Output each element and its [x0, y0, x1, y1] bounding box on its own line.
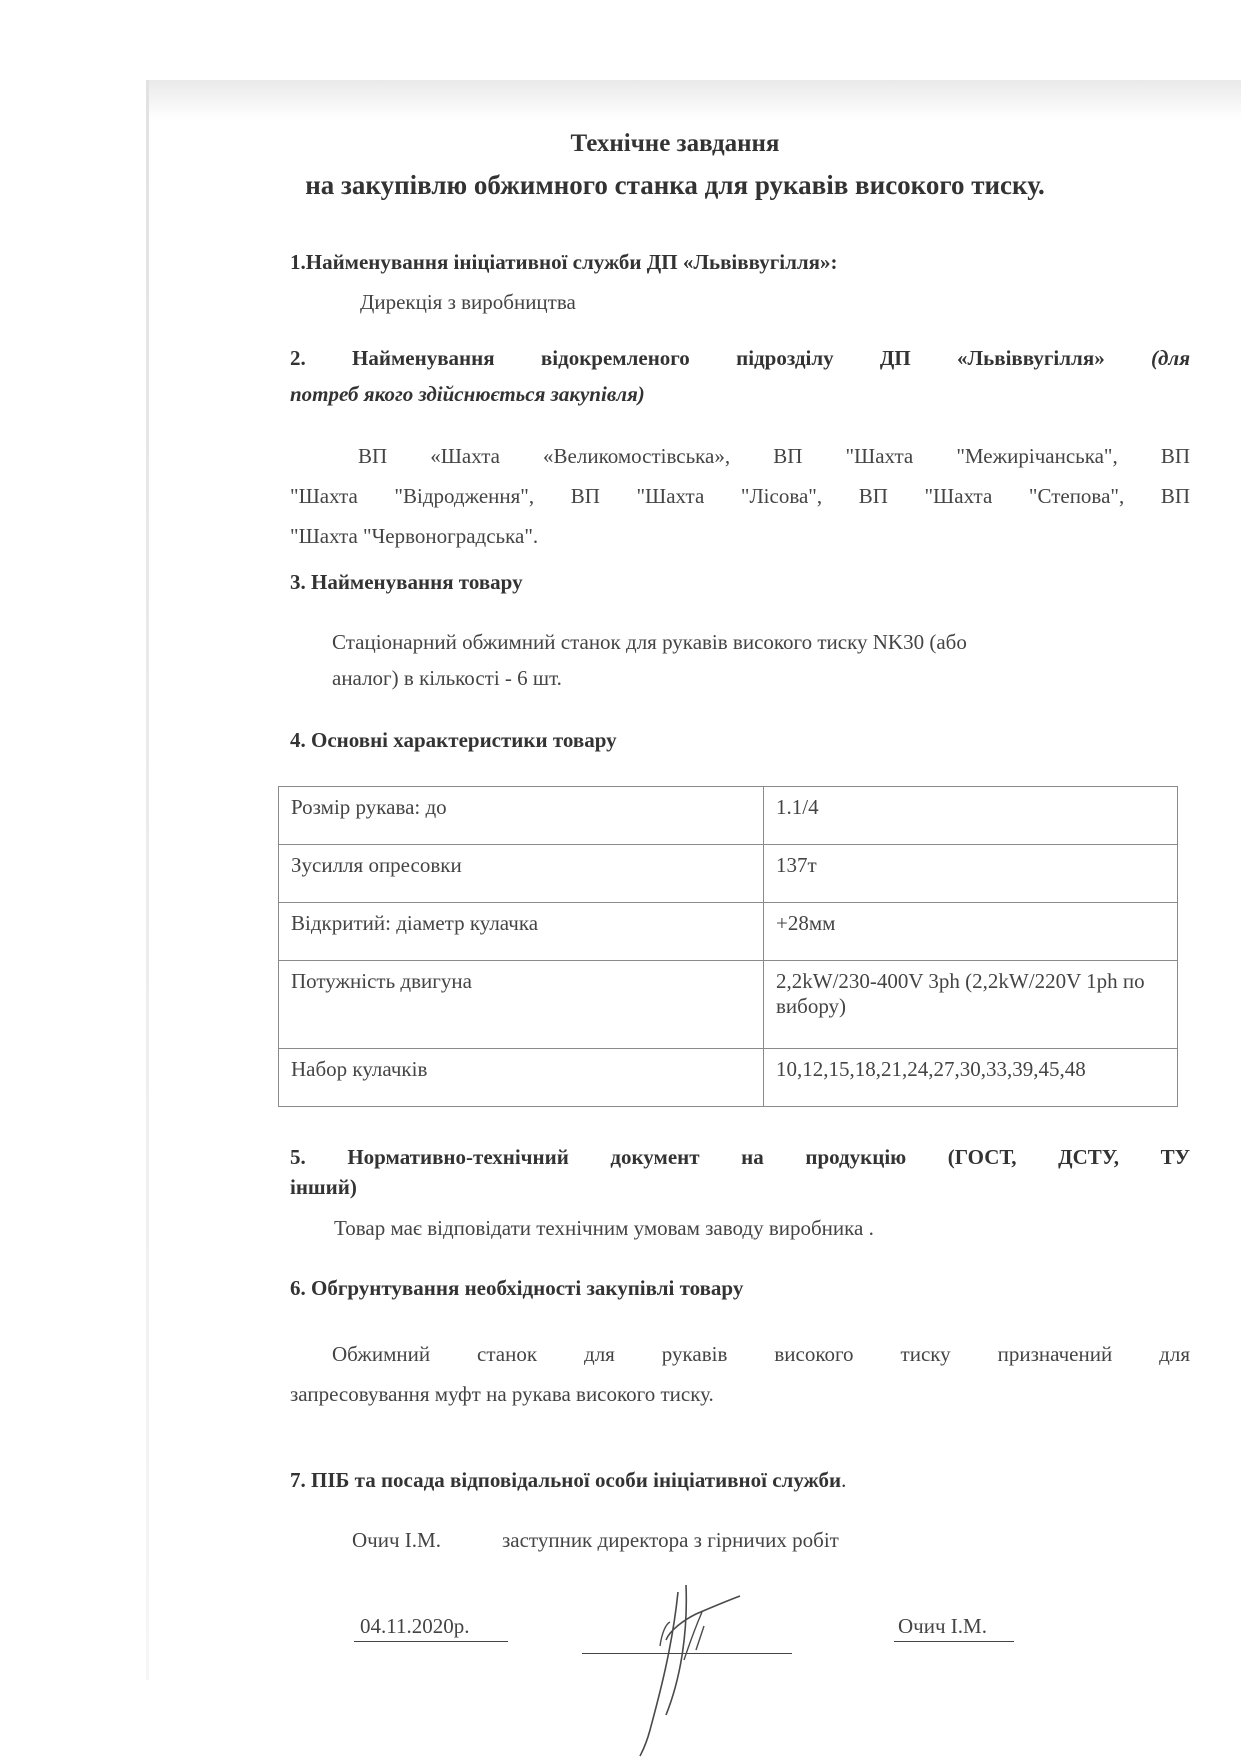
signature-date: 04.11.2020р.: [360, 1614, 470, 1638]
table-row: [279, 845, 1178, 903]
table-row: [279, 1049, 1178, 1107]
section-7-heading: [290, 1468, 846, 1493]
table-cell-value: +28мм: [764, 903, 1178, 961]
table-row: [279, 903, 1178, 961]
section-5-heading-line2: інший): [290, 1175, 357, 1199]
section-2-line1: ВП «Шахта «Великомостівська», ВП "Шахта "Межирічанська", ВП: [358, 444, 1190, 468]
section-2-heading-italic-1: (для: [1151, 346, 1191, 370]
section-5-heading: [290, 1142, 1190, 1202]
characteristics-table: [278, 786, 1178, 1107]
section-7-heading-text: 7. ПІБ та посада відповідальної особи ініціативної служби: [290, 1468, 842, 1492]
section-2-line3: "Шахта "Червоноградська".: [290, 524, 539, 548]
section-4-heading: 4. Основні характеристики товару: [290, 728, 617, 752]
table-cell-key: Відкритий: діаметр кулачка: [279, 903, 764, 961]
responsible-person-position: заступник директора з гірничих робіт: [502, 1528, 839, 1552]
date-underline: [354, 1641, 508, 1642]
handwritten-signature: [600, 1530, 840, 1760]
section-5-text: Товар має відповідати технічним умовам заводу виробника .: [334, 1216, 874, 1240]
signer-underline: [894, 1641, 1014, 1642]
table-cell-value: 137т: [764, 845, 1178, 903]
signer-name: Очич І.М.: [898, 1614, 987, 1638]
responsible-person-name: Очич І.М.: [352, 1528, 441, 1552]
table-cell-value: 10,12,15,18,21,24,27,30,33,39,45,48: [764, 1049, 1178, 1107]
section-6-text: [290, 1334, 1190, 1414]
section-2-heading-line1: [290, 340, 1190, 376]
section-6-heading: 6. Обгрунтування необхідності закупівлі товару: [290, 1276, 744, 1300]
table-cell-key: Потужність двигуна: [279, 961, 764, 1049]
section-2-text: [290, 436, 1190, 556]
section-1-heading: 1.Найменування ініціативної служби ДП «Львіввугілля»:: [290, 250, 838, 274]
section-3-text: [332, 624, 967, 696]
table-row: [279, 787, 1178, 845]
scan-edge: [146, 80, 149, 1680]
section-2-heading-bold: 2. Найменування відокремленого підрозділу ДП «Львіввугілля»: [290, 346, 1105, 370]
table-cell-key: Набор кулачків: [279, 1049, 764, 1107]
section-3-line1: Стаціонарний обжимний станок для рукавів високого тиску NK30 (або: [332, 630, 967, 654]
section-6-line1: Обжимний станок для рукавів високого тиску призначений для: [332, 1342, 1190, 1366]
table-cell-value: 1.1/4: [764, 787, 1178, 845]
section-7-heading-end: .: [841, 1468, 847, 1492]
section-1-text: Дирекція з виробництва: [360, 290, 576, 314]
section-3-line2: аналог) в кількості - 6 шт.: [332, 666, 562, 690]
table-cell-key: Зусилля опресовки: [279, 845, 764, 903]
section-2-heading-italic-2: потреб якого здійснюється закупівля): [290, 382, 645, 406]
scan-shadow: [148, 80, 1241, 120]
section-2-line2: "Шахта "Відродження", ВП "Шахта "Лісова", ВП "Шахта "Степова", ВП: [290, 484, 1190, 508]
table-row: [279, 961, 1178, 1049]
section-6-line2: запресовування муфт на рукава високого тиску.: [290, 1382, 714, 1406]
section-3-heading: 3. Найменування товару: [290, 570, 523, 594]
table-cell-value: 2,2kW/230-400V 3ph (2,2kW/220V 1ph по вибору): [764, 961, 1178, 1049]
section-5-heading-line1: 5. Нормативно-технічний документ на продукцію (ГОСТ, ДСТУ, ТУ: [290, 1145, 1190, 1169]
table-cell-key: Розмір рукава: до: [279, 787, 764, 845]
document-title: Технічне завдання: [570, 130, 780, 157]
document-subtitle: на закупівлю обжимного станка для рукавів високого тиску.: [305, 170, 1045, 200]
section-2-heading: [290, 340, 1190, 412]
